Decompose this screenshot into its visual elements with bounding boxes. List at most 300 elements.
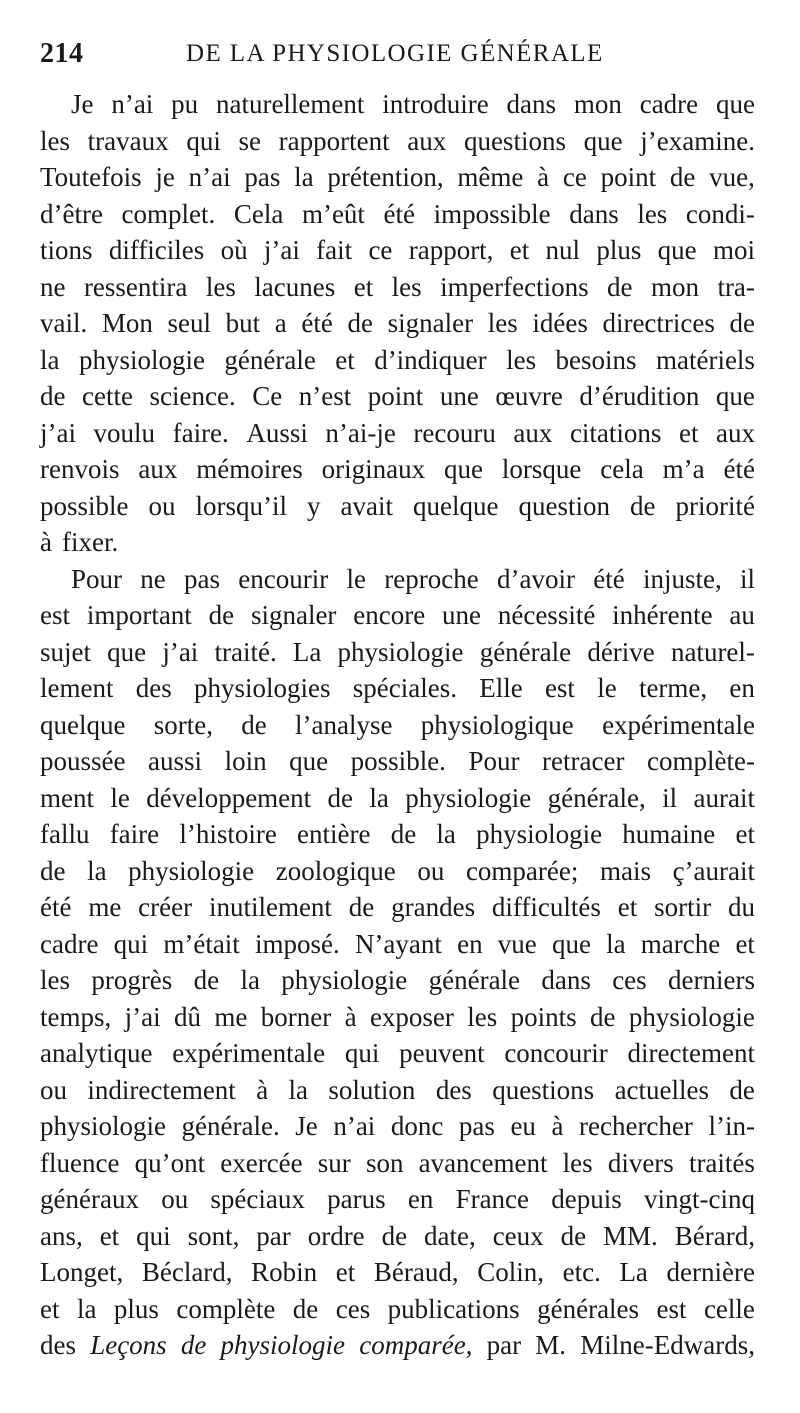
word: injuste, [642,563,722,594]
word: et [735,819,755,849]
text-line [40,1181,755,1218]
word: aurait [693,782,755,813]
word: générale. [181,1111,280,1141]
word: les [467,1001,498,1032]
word: mon [573,89,622,119]
word: de [348,892,375,922]
running-head [40,38,760,78]
word: sont, [187,1220,240,1251]
text-line [40,123,755,160]
word: ou [417,855,445,886]
word: inutilement [208,892,332,922]
word: complet. [121,198,216,229]
word: rapport, [408,235,494,265]
word: dans [569,198,619,229]
word: sorte, [153,709,213,740]
word: Toutefois [40,162,142,192]
word: indirectement [87,1074,236,1105]
word: questions [492,1074,595,1105]
word: les [487,308,518,338]
text-line [40,232,755,269]
word: été [723,454,755,484]
word: avancement [418,1147,548,1178]
word: pu [171,89,199,119]
word: seul [167,308,212,338]
word: et [99,1220,120,1251]
word: été [593,563,625,594]
word: inhérente [612,600,713,630]
word: physiologie [40,1111,166,1141]
word: exercée [220,1147,303,1178]
word: poussée [40,746,126,776]
word: générales [537,1293,640,1324]
word: aux [716,417,755,448]
word: dans [506,89,557,119]
word: divers [607,1147,674,1178]
word: peuvent [399,1038,485,1068]
word: zoologique [275,855,396,886]
word: borner [260,1001,332,1032]
word: sujet [40,636,91,667]
word: me [214,1001,248,1032]
word: tions [40,235,93,265]
word: N’ayant [354,928,442,959]
text-line [40,415,755,452]
word: tra- [717,271,755,302]
word: me [88,892,122,922]
word: grandes [391,892,476,922]
word: renvois [40,454,120,484]
word: rechercher [579,1111,693,1141]
word: des [435,1074,472,1105]
word: question [518,490,610,521]
word: physiologie [405,782,532,813]
word: Milne-Edwards, [580,1330,755,1360]
word: impossible [433,198,551,229]
word: m’a [662,454,705,484]
word: m’eût [301,198,365,229]
word: et [678,417,699,448]
word: ou [161,1184,189,1214]
word: n’ai-je [325,417,396,448]
word: but [225,308,261,338]
word: cadre [639,89,699,119]
word: j’ai [40,417,76,448]
word: les [391,271,422,302]
text-line [40,889,755,926]
word: nécessité [497,600,596,630]
word: priorité [675,490,755,521]
text-line [40,1254,755,1291]
text-line [40,159,755,196]
word: fallu [40,819,90,849]
word: recouru [413,417,496,448]
word: physiologies [193,673,331,703]
text-line [40,378,755,415]
word: citations [569,417,662,448]
word: générale [224,344,316,375]
word: fixer. [61,527,119,557]
word: solution [328,1074,416,1105]
word: points [510,1001,577,1032]
word: que [583,125,623,156]
word: fait [316,235,353,265]
word: générale, [547,782,646,813]
word: que [107,636,147,667]
italic-word: comparée, [359,1330,473,1360]
word: marche [640,928,721,959]
word: le [110,782,130,813]
word: difficultés [491,892,601,922]
text-line [40,999,755,1036]
word: physiologie [128,855,255,886]
word: qu’ont [134,1147,206,1178]
word: La [292,636,322,667]
word: encourir [238,563,329,594]
italic-word: physiologie [220,1330,346,1360]
word: signaler [387,308,474,338]
word: les [506,344,537,375]
word: générale [428,965,521,995]
word: Je [295,1111,318,1141]
word: introduire [382,89,489,119]
word: et [335,1257,356,1287]
word: qui [136,1220,171,1251]
word: a [274,308,287,338]
word: Ce [252,381,283,411]
word: une [442,600,482,630]
word: plus [113,1293,159,1324]
word: France [455,1184,530,1214]
text-line [40,269,755,306]
word: m’était [163,928,240,959]
word: voulu [93,417,156,448]
word: et [353,271,374,302]
word: mais [599,855,651,886]
word: avait [340,490,393,521]
word: la [87,855,107,886]
word: où [220,235,248,265]
word: aussi [148,746,203,776]
word: développement [146,782,312,813]
word: en [729,673,755,703]
word: besoins [555,344,637,375]
word: de [629,490,656,521]
word: Longet, [40,1257,124,1287]
word: les [637,198,668,229]
word: les [40,965,70,995]
word: j’ai [263,235,300,265]
word: la [606,928,626,959]
word: y [307,490,321,521]
text-line [40,707,755,744]
word: donc [390,1111,444,1141]
word: dernière [666,1257,755,1287]
word: physiologie [476,819,603,849]
word: publications [387,1293,520,1324]
text-line [40,488,755,525]
word: lacunes [254,271,336,302]
word: expérimentale [602,709,755,740]
word: Elle [479,673,523,703]
word: ce [562,162,587,192]
word: imposé. [255,928,340,959]
word: dû [173,1001,201,1032]
word: le [597,673,617,703]
italic-word: de [180,1330,207,1360]
word: condi- [685,198,755,229]
word: Béraud, [373,1257,459,1287]
word: été [40,892,72,922]
word: science. [149,381,236,411]
word: par [486,1330,522,1360]
word: la [240,965,260,995]
word: à [344,1001,357,1032]
word: pas [184,563,221,594]
word: dérive [587,636,655,667]
word: ces [612,965,647,995]
word: les [562,1147,593,1178]
text-line [40,196,755,233]
word: humaine [622,819,716,849]
word: ment [40,782,94,813]
body-text [40,86,755,1364]
word: possible. [350,746,446,776]
word: que [657,235,697,265]
text-line [40,1327,755,1364]
word: vue [497,928,537,959]
word: imperfections [440,271,589,302]
word: et [335,344,355,375]
italic-word: Leçons [90,1330,167,1360]
text-line [40,1108,755,1145]
word: physiologie [281,965,408,995]
text-line [40,780,755,817]
word: j’ai [162,636,199,667]
word: est [544,673,575,703]
word: ceux [492,1220,544,1251]
word: traités [688,1147,755,1178]
word: d’indiquer [374,344,487,375]
word: par [256,1220,291,1251]
word: mon [650,271,699,302]
word: qui [344,1038,380,1068]
text-line [40,1035,755,1072]
word: celle [703,1293,755,1324]
word: des [135,673,172,703]
word: à [256,1074,269,1105]
word: n’ai [333,1111,376,1141]
word: à [537,162,550,192]
word: Colin, [477,1257,544,1287]
word: faire [109,819,160,849]
word: Robin [251,1257,318,1287]
word: de [327,782,354,813]
word: ces [335,1293,371,1324]
word: physiologique [420,709,574,740]
word: point [600,162,657,192]
word: pas [244,162,281,192]
word: ne [40,271,66,302]
word: rapportent [278,125,390,156]
word: quelque [413,490,499,521]
word: l’analyse [295,709,393,740]
word: reproche [384,563,479,594]
word: de [669,162,696,192]
word: matériels [655,344,755,375]
text-line [40,670,755,707]
word: œuvre [495,381,563,411]
word: l’in- [708,1111,755,1141]
word: de [607,271,633,302]
word: en [457,928,483,959]
word: en [407,1184,434,1214]
word: ressentira [83,271,188,302]
word: possible [40,490,129,521]
word: entière [297,819,371,849]
word: moi [712,235,755,265]
word: vail. [40,308,88,338]
word: à [551,1111,564,1141]
word: spéciaux [210,1184,305,1214]
word: aux [407,125,447,156]
word: dans [541,965,591,995]
word: MM. [603,1220,658,1251]
word: et [509,235,530,265]
word: le [346,563,367,594]
word: Je [71,89,94,119]
text-line [40,1145,755,1182]
word: Pour [468,746,520,776]
word: n’ai [111,89,154,119]
word: difficiles [108,235,205,265]
word: de [40,381,66,411]
text-line [40,816,755,853]
word: générale [479,636,572,667]
word: physiologie [628,1001,755,1032]
word: directement [627,1038,755,1068]
word: mémoires [196,454,303,484]
word: ce [368,235,393,265]
word: naturellement [215,89,365,119]
word: vue, [709,162,755,192]
word: ordre [307,1220,365,1251]
text-line [40,926,755,963]
word: d’érudition [579,381,700,411]
word: d’avoir [496,563,575,594]
word: est [656,1293,687,1324]
word: ou [148,490,176,521]
word: il [662,782,678,813]
word: la [76,1293,97,1324]
word: eu [510,1111,536,1141]
word: plus [596,235,642,265]
word: encore [353,600,426,630]
text-line [40,342,755,379]
word: Bérard, [674,1220,755,1251]
word: traité. [214,636,277,667]
word: terme, [638,673,708,703]
word: il [739,563,755,594]
word: et [40,1293,60,1324]
word: directrices [602,308,715,338]
word: une [439,381,479,411]
word: point [367,381,424,411]
word: d’être [40,198,103,229]
word: de [729,1074,755,1105]
word: que [715,381,755,411]
word: date, [424,1220,476,1251]
word: idées [532,308,588,338]
word: pas [458,1111,495,1141]
word: important [86,600,192,630]
word: des [40,1330,76,1360]
word: prétention, [327,162,444,192]
word: signaler [250,600,337,630]
word: se [238,125,261,156]
word: n’ai [188,162,231,192]
word: de [40,855,66,886]
word: l’histoire [179,819,277,849]
word: créer [138,892,193,922]
word: depuis [551,1184,622,1214]
word: la [369,782,389,813]
word: été [383,198,416,229]
text-line [40,597,755,634]
word: spéciales. [352,673,457,703]
word: expérimentale [172,1038,326,1068]
word: travaux [87,125,169,156]
word: lorsqu’il [195,490,288,521]
word: etc. [562,1257,601,1287]
text-line [40,451,755,488]
word: vingt-cinq [644,1184,755,1214]
word: été [301,308,333,338]
text-line [40,1218,755,1255]
page-number: 214 [40,38,84,69]
text-line [40,1291,755,1328]
word: son [365,1147,404,1178]
text-line [40,962,755,999]
word: M. [535,1330,567,1360]
word: qui [113,928,149,959]
word: naturel- [670,636,755,667]
word: à [40,527,52,557]
word: cette [82,381,133,411]
word: même [457,162,524,192]
word: que [289,746,329,776]
word: n’est [298,381,352,411]
word: temps, [40,1001,112,1032]
word: lement [40,673,114,703]
text-line [40,524,755,561]
word: La [619,1257,648,1287]
text-line [40,561,755,598]
word: que [551,928,591,959]
word: j’examine. [640,125,755,156]
word: est [40,600,70,630]
word: retracer [542,746,625,776]
word: concourir [504,1038,608,1068]
word: Aussi [246,417,308,448]
text-line [40,305,755,342]
word: et [735,928,755,959]
word: les [205,271,236,302]
word: actuelles [614,1074,710,1105]
word: de [292,1293,319,1324]
word: de [590,1001,616,1032]
word: de [241,709,267,740]
